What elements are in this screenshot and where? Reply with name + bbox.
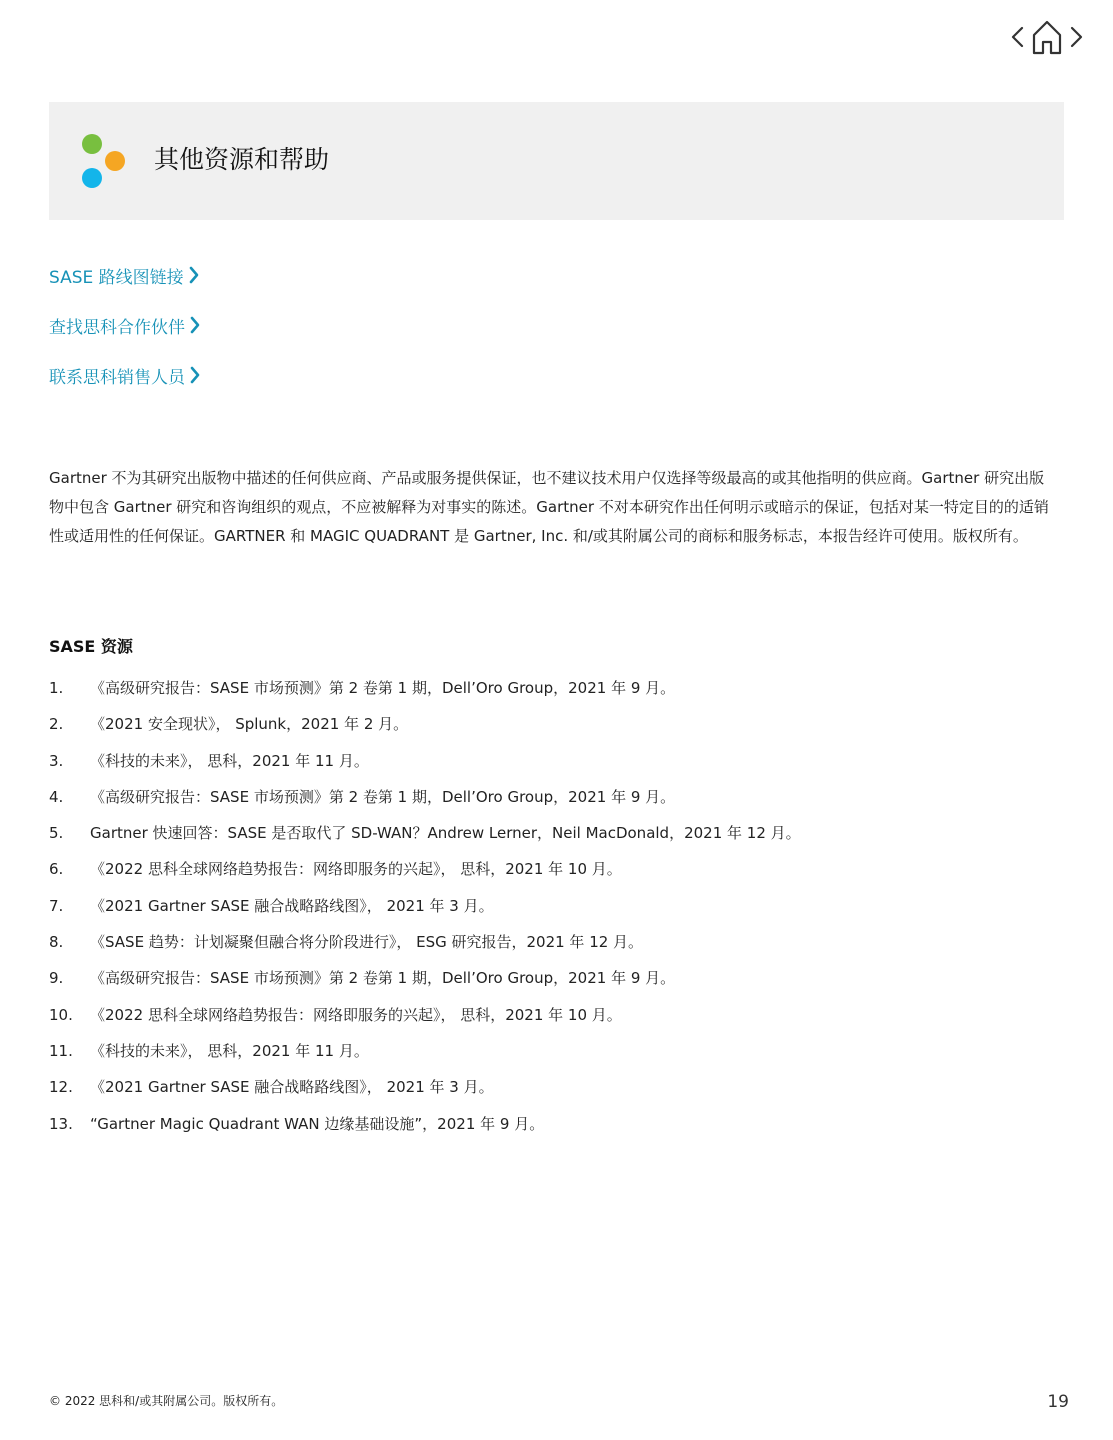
reference-list: [49, 676, 801, 1148]
reference-text: 《2022 思科全球网络趋势报告：网络即服务的兴起》， 思科，2021 年 10 月。: [90, 860, 622, 879]
chevron-right-icon: [188, 266, 200, 284]
reference-text: “Gartner Magic Quadrant WAN 边缘基础设施”，2021 年 9 月。: [90, 1114, 545, 1133]
gartner-disclaimer: Gartner 不为其研究出版物中描述的任何供应商、产品或服务提供保证，也不建议技术用户仅选择等级最高的或其他指明的供应商。Gartner 研究出版物中包含 Gartner 研究和咨询组织的观点，不应被解释为对事实的陈述。Gartner 不对本研究作出任何明示或暗示的保证，包括对某一特定目的的适销性或适用性的任何保证。GARTNER 和 MAGIC QUADRANT 是 Gartner, Inc. 和/或其附属公司的商标和服务标志，本报告经许可使用。版权所有。: [49, 469, 1049, 545]
reference-item: [49, 894, 801, 930]
page-number: 19: [1047, 1392, 1069, 1412]
chevron-left-icon[interactable]: [1009, 24, 1027, 50]
reference-item: [49, 1003, 801, 1039]
link-label: 查找思科合作伙伴: [49, 317, 185, 338]
reference-item: [49, 857, 801, 893]
reference-item: [49, 749, 801, 785]
reference-number: 1.: [49, 679, 64, 697]
link-find-partner[interactable]: [49, 312, 201, 338]
page-navigation: [1009, 18, 1085, 56]
reference-item: [49, 1112, 801, 1148]
reference-number: 12.: [49, 1078, 73, 1097]
home-icon[interactable]: [1031, 18, 1063, 56]
reference-number: 8.: [49, 933, 64, 952]
resources-heading: SASE 资源: [49, 637, 133, 656]
brand-dots-icon: [81, 134, 127, 190]
chevron-right-icon[interactable]: [1067, 24, 1085, 50]
reference-text: 《2022 思科全球网络趋势报告：网络即服务的兴起》， 思科，2021 年 10 月。: [90, 1005, 622, 1024]
reference-item: [49, 966, 801, 1002]
reference-text: 《SASE 趋势：计划凝聚但融合将分阶段进行》， ESG 研究报告，2021 年 12 月。: [90, 933, 644, 952]
reference-number: 11.: [49, 1041, 73, 1060]
reference-text: 《2021 Gartner SASE 融合战略路线图》， 2021 年 3 月。: [90, 896, 494, 915]
reference-item: [49, 1075, 801, 1111]
section-banner: [49, 102, 1064, 220]
reference-number: 3.: [49, 751, 64, 770]
reference-item: [49, 785, 801, 821]
reference-text: 《2021 安全现状》， Splunk，2021 年 2 月。: [90, 715, 409, 734]
link-label: SASE 路线图链接: [49, 267, 184, 288]
reference-item: [49, 821, 801, 857]
chevron-right-icon: [189, 316, 201, 334]
link-label: 联系思科销售人员: [49, 367, 185, 388]
reference-item: [49, 1039, 801, 1075]
reference-text: 《高级研究报告：SASE 市场预测》第 2 卷第 1 期，Dell’Oro Group，2021 年 9 月。: [90, 787, 676, 806]
dot-orange: [105, 151, 125, 171]
reference-text: 《科技的未来》， 思科，2021 年 11 月。: [90, 751, 369, 770]
reference-number: 9.: [49, 969, 64, 988]
reference-text: Gartner 快速回答：SASE 是否取代了 SD-WAN？Andrew Lerner，Neil MacDonald，2021 年 12 月。: [90, 824, 801, 843]
reference-item: [49, 930, 801, 966]
reference-text: 《高级研究报告：SASE 市场预测》第 2 卷第 1 期，Dell’Oro Group，2021 年 9 月。: [90, 969, 676, 988]
reference-number: 13.: [49, 1114, 73, 1133]
dot-blue: [82, 168, 102, 188]
reference-number: 5.: [49, 824, 64, 843]
reference-text: 《高级研究报告：SASE 市场预测》第 2 卷第 1 期，Dell’Oro Group，2021 年 9 月。: [90, 679, 676, 697]
reference-number: 6.: [49, 860, 64, 879]
reference-number: 7.: [49, 896, 64, 915]
dot-green: [82, 134, 102, 154]
reference-item: [49, 712, 801, 748]
footer-copyright: © 2022 思科和/或其附属公司。版权所有。: [49, 1394, 284, 1408]
resource-links: [49, 262, 201, 412]
reference-number: 2.: [49, 715, 64, 734]
link-sase-roadmap[interactable]: [49, 262, 201, 288]
page-title: 其他资源和帮助: [154, 145, 330, 174]
reference-text: 《2021 Gartner SASE 融合战略路线图》， 2021 年 3 月。: [90, 1078, 494, 1097]
reference-text: 《科技的未来》， 思科，2021 年 11 月。: [90, 1041, 369, 1060]
reference-item: [49, 676, 801, 712]
chevron-right-icon: [189, 366, 201, 384]
reference-number: 10.: [49, 1005, 73, 1024]
link-contact-sales[interactable]: [49, 362, 201, 388]
reference-number: 4.: [49, 787, 64, 806]
